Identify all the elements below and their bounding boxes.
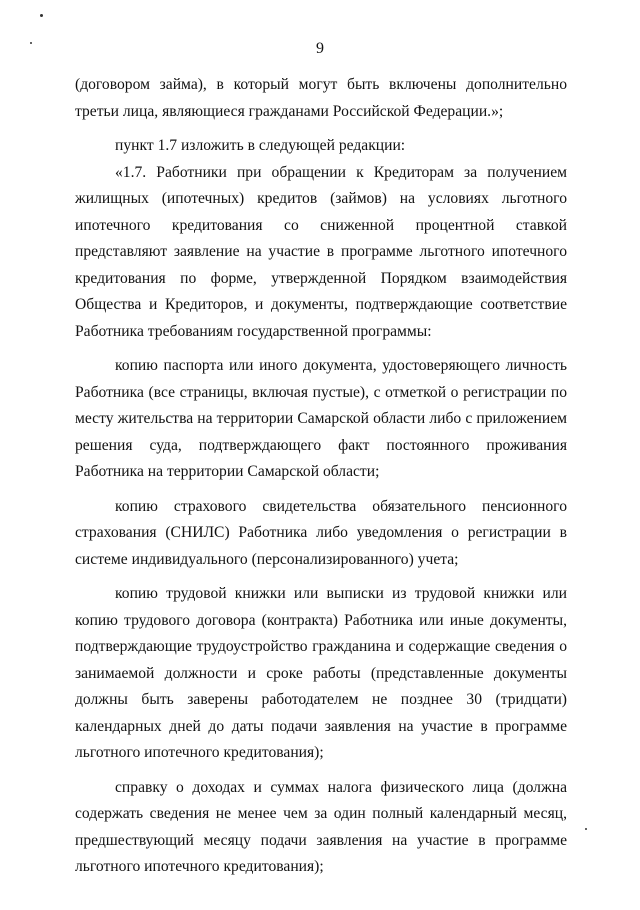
paragraph-continuation: (договором займа), в который могут быть включены дополнительно третьи лица, являющиеся гражданами Российской Федерации.»; bbox=[75, 76, 567, 120]
scan-speck bbox=[40, 14, 43, 17]
paragraph-snils: копию страхового свидетельства обязательного пенсионного страхования (СНИЛС) Работника либо уведомления о регистрации в системе индивидуального (персонализированного) учета; bbox=[75, 497, 567, 568]
scan-speck bbox=[585, 828, 587, 830]
paragraph-clause-1-7: «1.7. Работники при обращении к Кредиторам за получением жилищных (ипотечных) кредитов (займов) на условиях льготного ипотечного кредитования со сниженной процентной ставкой представляют заявление на участие в программе льготного ипотечного кредитования по форме, утвержденной Порядком взаимодействия Общества и Кредиторов, и документы, подтверждающие соответствие Работника требованиям государственной программы: bbox=[75, 163, 567, 340]
paragraph-clause-intro: пункт 1.7 изложить в следующей редакции: bbox=[115, 137, 406, 154]
document-body bbox=[75, 72, 567, 881]
page-number: 9 bbox=[316, 40, 324, 57]
paragraph-income: справку о доходах и суммах налога физического лица (должна содержать сведения не менее чем за один полный календарный месяц, предшествующий месяцу подачи заявления на участие в программе льготного ипотечного кредитования); bbox=[75, 778, 567, 875]
paragraph-passport: копию паспорта или иного документа, удостоверяющего личность Работника (все страницы, включая пустые), с отметкой о регистрации по месту жительства на территории Самарской области либо с приложением решения суда, подтверждающего факт постоянного проживания Работника на территории Самарской области; bbox=[75, 357, 567, 480]
paragraph-employment: копию трудовой книжки или выписки из трудовой книжки или копию трудового договора (контракта) Работника или иные документы, подтверждающие трудоустройство гражданина и содержащие сведения о занимаемой должности и сроке работы (представленные документы должны быть заверены работодателем не позднее 30 (тридцати) календарных дней до даты подачи заявления на участие в программе льготного ипотечного кредитования); bbox=[75, 585, 567, 761]
